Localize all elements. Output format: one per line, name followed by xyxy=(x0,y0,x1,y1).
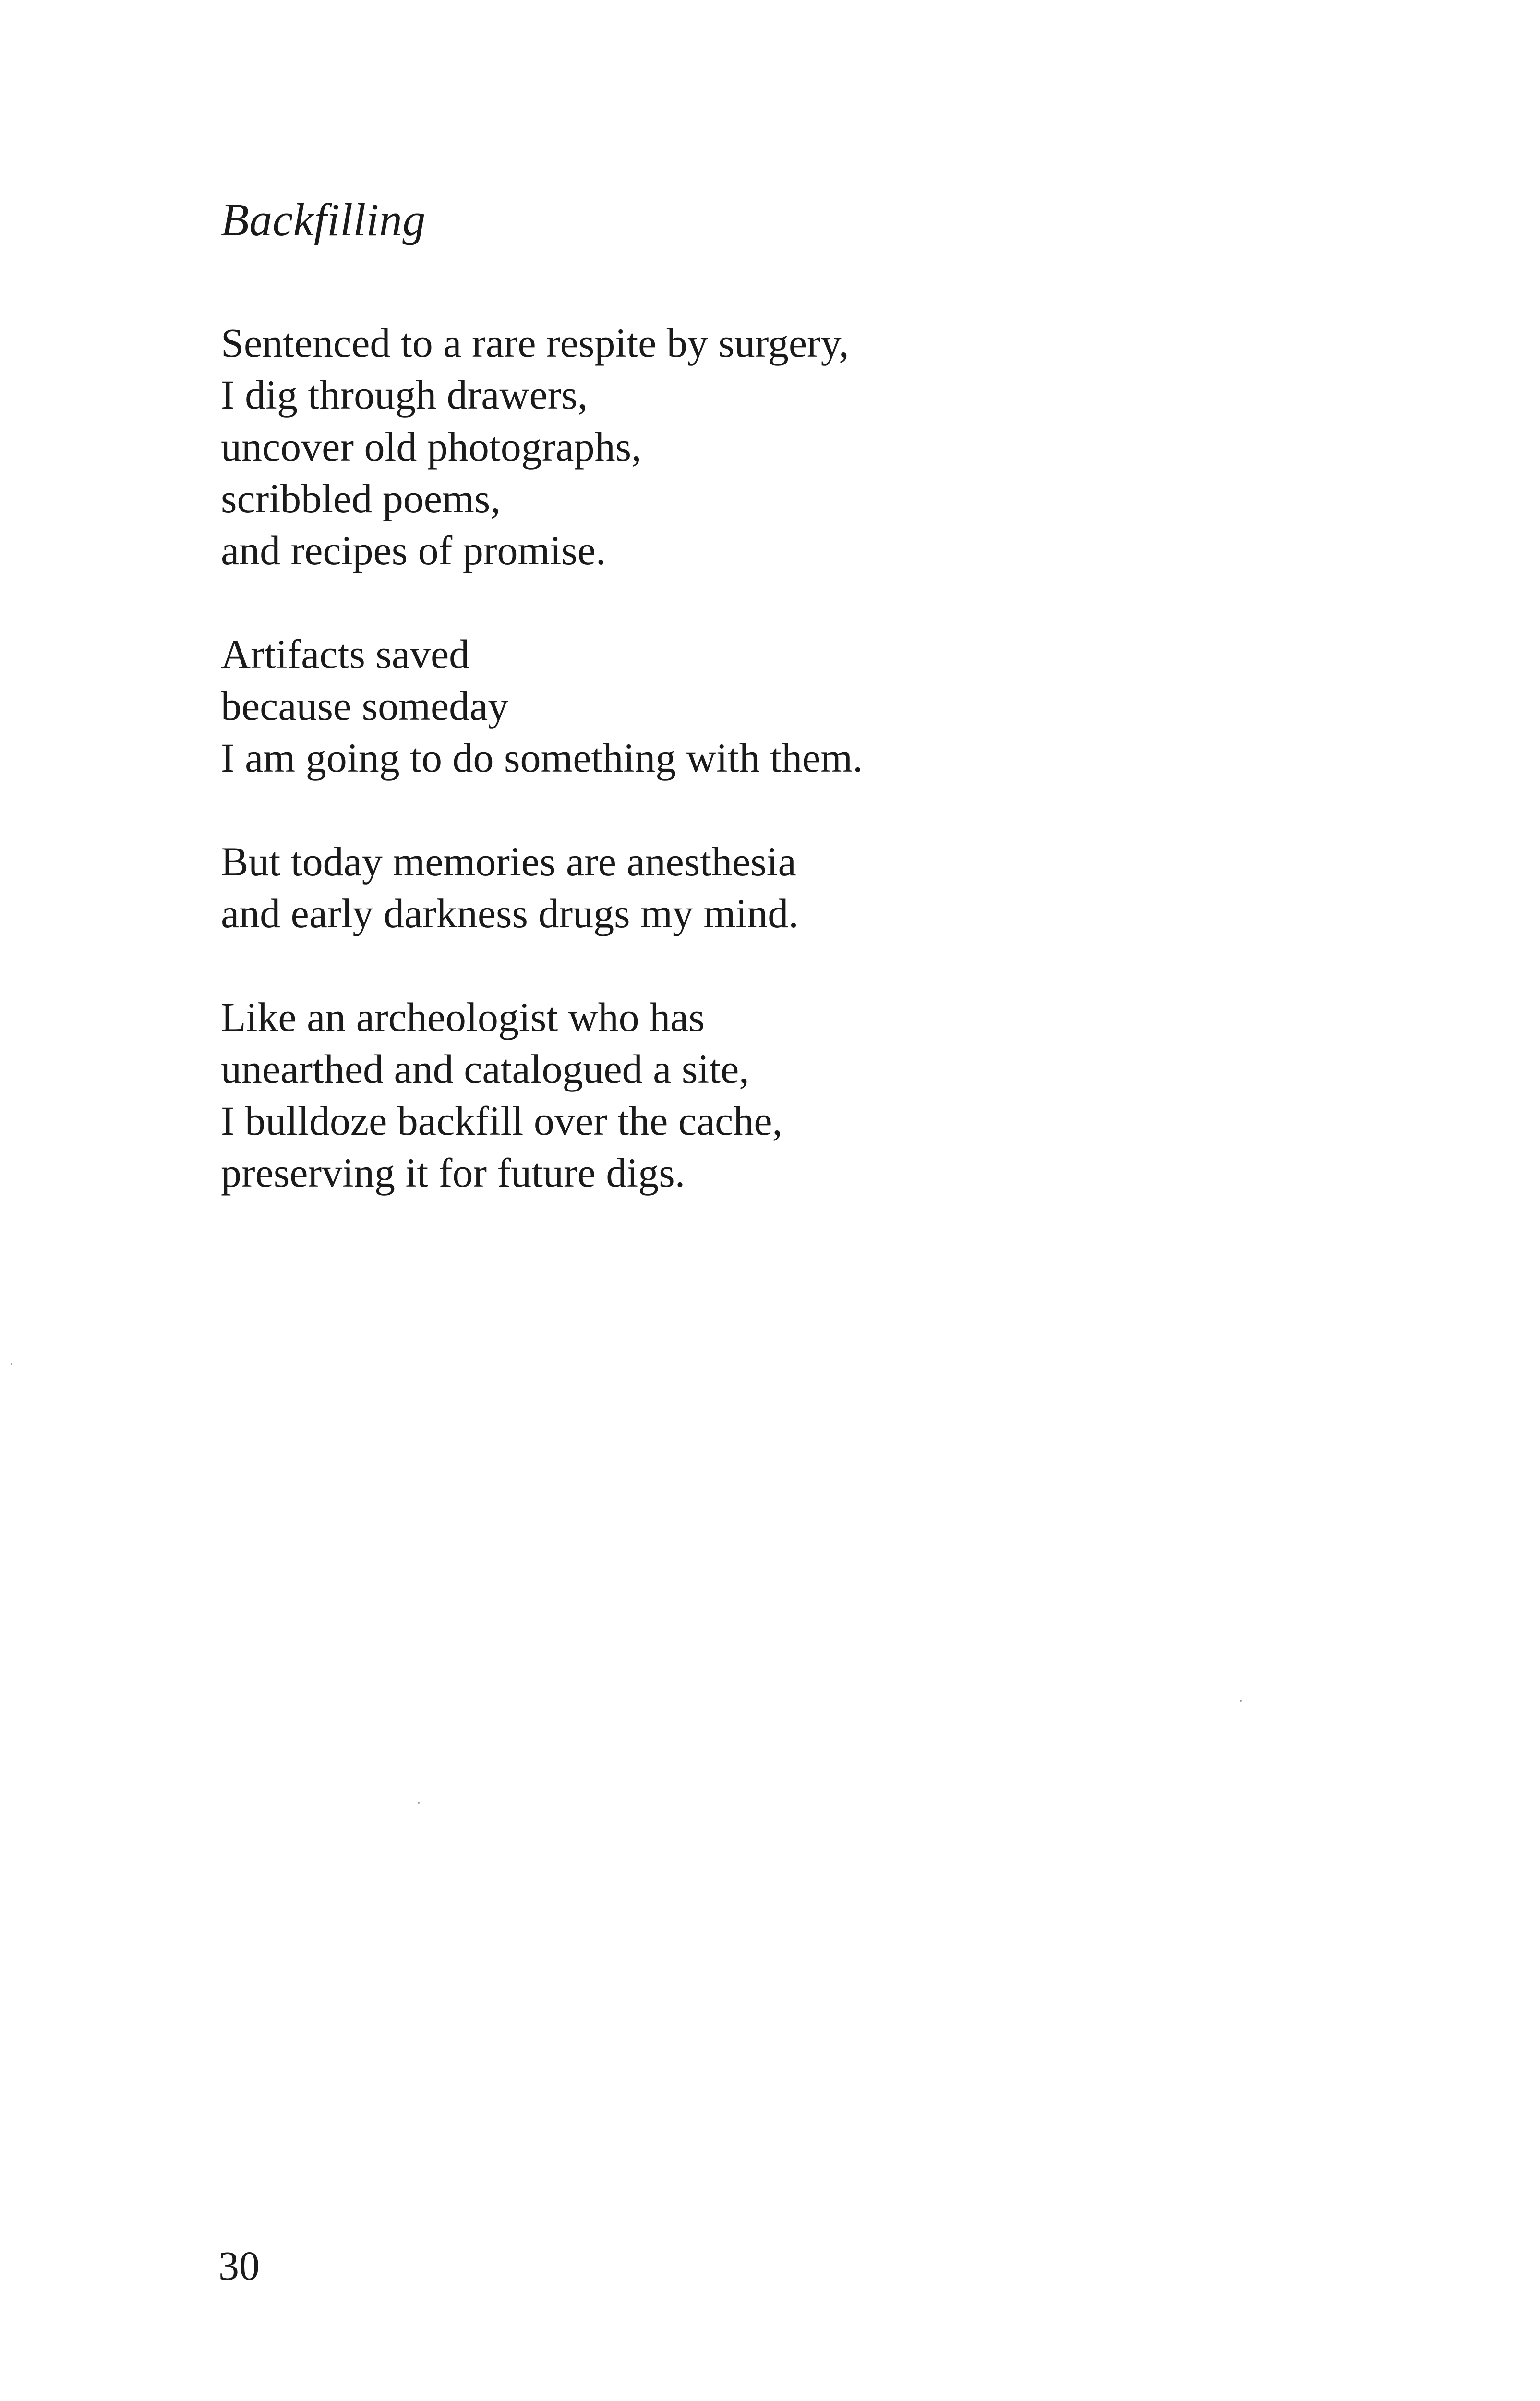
poem-line: Artifacts saved xyxy=(221,631,470,677)
stanza-3 xyxy=(221,836,1373,939)
poem-line: I am going to do something with them. xyxy=(221,735,863,781)
poem-line: and recipes of promise. xyxy=(221,527,606,573)
poem-line: unearthed and catalogued a site, xyxy=(221,1046,749,1092)
poem-line: Like an archeologist who has xyxy=(221,994,705,1040)
stanza-2 xyxy=(221,628,1373,784)
poem-line: because someday xyxy=(221,683,509,729)
stanza-1 xyxy=(221,317,1373,576)
page-number: 30 xyxy=(218,2243,260,2289)
poem-body xyxy=(221,317,1373,1250)
stanza-4 xyxy=(221,991,1373,1199)
poem-line: I bulldoze backfill over the cache, xyxy=(221,1098,782,1144)
poem-line: Sentenced to a rare respite by surgery, xyxy=(221,320,849,366)
poem-line: uncover old photographs, xyxy=(221,424,642,470)
scan-speck xyxy=(1240,1700,1242,1702)
scan-speck xyxy=(11,1363,12,1365)
poem-line: preserving it for future digs. xyxy=(221,1150,686,1196)
poem-line: and early darkness drugs my mind. xyxy=(221,890,799,936)
poem-line: I dig through drawers, xyxy=(221,372,588,418)
poem-line: But today memories are anesthesia xyxy=(221,838,796,885)
scan-speck xyxy=(418,1802,420,1804)
poem-title: Backfilling xyxy=(221,194,426,245)
poem-line: scribbled poems, xyxy=(221,475,501,521)
